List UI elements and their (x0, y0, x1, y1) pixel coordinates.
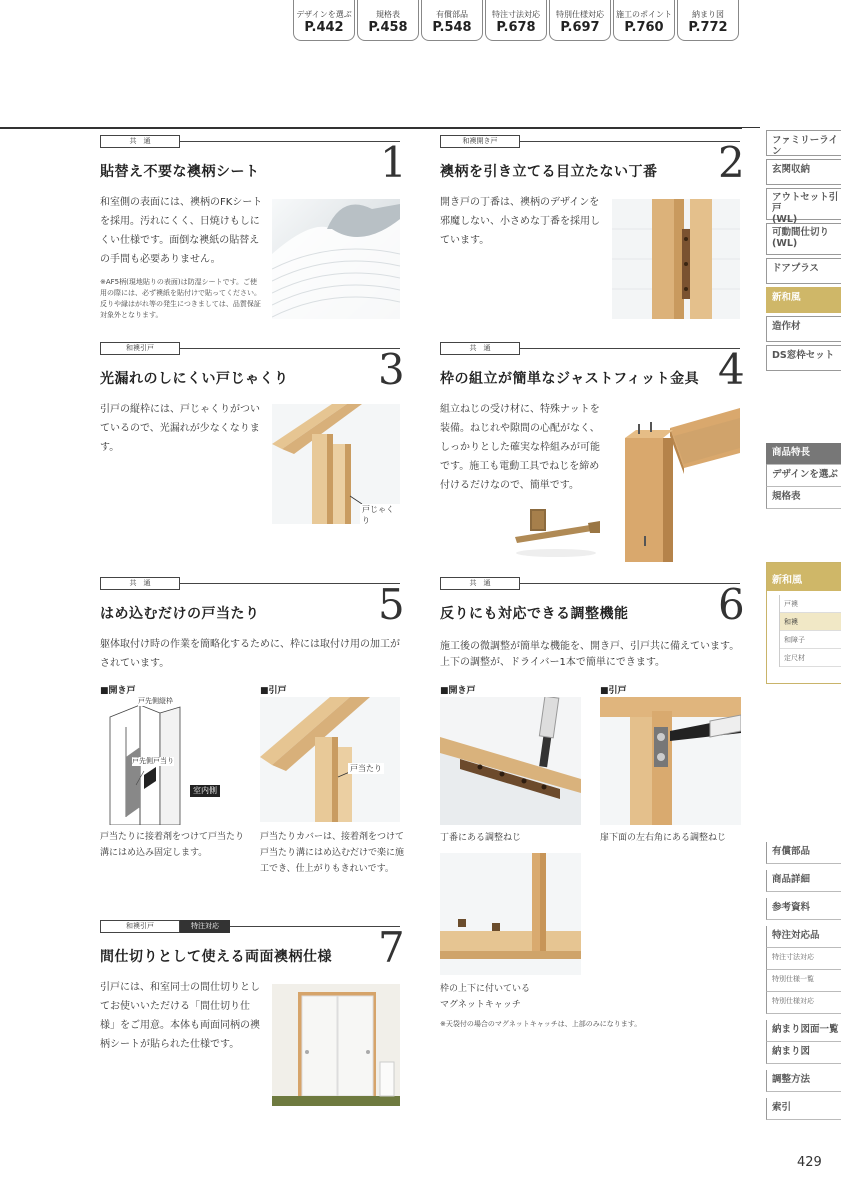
section-7 (100, 920, 405, 1110)
tojakuri-image (272, 404, 400, 524)
door-bottom-adjust-caption: 扉下面の左右角にある調整ねじ (600, 833, 727, 843)
side-nav-mid (766, 443, 841, 509)
frame-assembly-image (622, 408, 740, 562)
side-item-entrance-storage[interactable]: 玄関収納 (766, 159, 841, 185)
section-6 (440, 577, 745, 1037)
side-item-drawing-list[interactable]: 納まり図面一覧 (766, 1020, 841, 1042)
side-item-zousakuzai[interactable]: 造作材 (766, 316, 841, 342)
top-tab-drawings[interactable] (677, 0, 739, 41)
side-item-choose-design[interactable]: デザインを選ぶ (766, 465, 841, 487)
side-item-paid-parts[interactable]: 有償部品 (766, 842, 841, 864)
section-tag: 和襖引戸 (100, 920, 180, 933)
section-number: 2 (718, 138, 745, 187)
top-tab-design[interactable] (293, 0, 355, 41)
callout-stop: 戸先側戸当り (132, 757, 174, 765)
tab-page: P.697 (560, 20, 600, 35)
magnet-catch-image (440, 853, 581, 975)
side-item-ds-window[interactable]: DS窓枠セット (766, 345, 841, 371)
side-item-special-spec[interactable]: 特別仕様対応 (766, 992, 841, 1014)
opening-door-label: ■開き戸 (100, 686, 136, 696)
tab-page: P.442 (304, 20, 344, 35)
side-item-drawings[interactable]: 納まり図 (766, 1042, 841, 1064)
section-tag: 和襖開き戸 (440, 135, 520, 148)
section-tag: 和襖引戸 (100, 342, 180, 355)
sliding-door-caption: 戸当たりカバーは、接着剤をつけて戸当たり溝にはめ込むだけで楽に施工でき、仕上がりもきれいです。 (260, 832, 405, 874)
sub-item-washouji[interactable]: 和障子 (780, 631, 841, 649)
section-title: 襖柄を引き立てる目立たない丁番 (440, 164, 658, 180)
door-stop-diagram (100, 697, 240, 825)
section-body: 引戸には、和室同士の間仕切りとしてお使いいただける「間仕切り仕様」をご用意。本体も両面同柄の襖柄シートが貼られた仕様です。 (100, 982, 260, 1050)
top-tab-special[interactable] (549, 0, 611, 41)
side-item-family-line[interactable]: ファミリーライン (766, 130, 841, 156)
partition-room-image (272, 984, 400, 1106)
side-item-door-plus[interactable]: ドアプラス (766, 258, 841, 284)
hinge-adjust-image (440, 697, 581, 825)
section-body: 和室側の表面には、襖柄のFKシートを採用。汚れにくく、日焼けもしにくい仕様です。面倒な襖紙の貼替えの手間も必要ありません。 (100, 197, 263, 265)
page-number: 429 (797, 1155, 822, 1170)
section-tag-custom: 特注対応 (180, 920, 230, 933)
tab-page: P.772 (688, 20, 728, 35)
section-3 (100, 342, 405, 532)
section-title: 間仕切りとして使える両面襖柄仕様 (100, 949, 332, 965)
callout-stop-cover: 戸当たり (350, 764, 382, 773)
main-divider (0, 127, 742, 129)
side-item-special-list[interactable]: 特別仕様一覧 (766, 970, 841, 992)
sub-item-tofusuma[interactable]: 戸襖 (780, 595, 841, 613)
side-item-movable-partition[interactable]: 可動間仕切り (WL) (766, 223, 841, 255)
section-1 (100, 135, 407, 325)
door-bottom-adjust-image (600, 697, 741, 825)
section-tag: 共 通 (440, 342, 520, 355)
section-note: ※AF5柄(現地貼りの表面)は防湿シートです。ご使用の際には、必ず襖紙を貼付けで貼ってください。反りや縁はがれ等の発生につきましては、品質保証対象外となります。 (100, 278, 261, 319)
opening-door-label: ■開き戸 (440, 686, 476, 696)
callout-frame: 戸先側縦枠 (138, 697, 173, 705)
sub-item-teishakuzai[interactable]: 定尺材 (780, 649, 841, 667)
section-tag: 共 通 (100, 135, 180, 148)
sub-menu-list (779, 595, 841, 667)
top-tab-parts[interactable] (421, 0, 483, 41)
section-body: 開き戸の丁番は、襖柄のデザインを邪魔しない、小さめな丁番を採用しています。 (440, 197, 600, 246)
section-number: 6 (718, 580, 745, 629)
tab-label: 有償部品 (436, 10, 468, 19)
tab-label: 特注寸法対応 (492, 10, 540, 19)
side-item-reference[interactable]: 参考資料 (766, 898, 841, 920)
sliding-door-label: ■引戸 (260, 686, 287, 696)
top-tab-custom-size[interactable] (485, 0, 547, 41)
section-2 (440, 135, 745, 325)
opening-door-caption: 戸当たりに接着剤をつけて戸当たり溝にはめ込み固定します。 (100, 832, 245, 858)
side-nav-top (766, 130, 841, 374)
section-title: 反りにも対応できる調整機能 (440, 606, 629, 622)
main-divider-right (742, 127, 760, 128)
section-number: 4 (718, 345, 745, 394)
just-fit-hardware-image (510, 497, 602, 561)
sliding-door-label: ■引戸 (600, 686, 627, 696)
side-item-custom-size[interactable]: 特注寸法対応 (766, 948, 841, 970)
magnet-catch-caption: 枠の上下に付いている マグネットキャッチ (440, 984, 531, 1010)
section-4 (440, 342, 745, 562)
side-sub-menu (766, 562, 841, 684)
side-item-outset[interactable]: アウトセット引戸 (WL) (766, 188, 841, 220)
tab-page: P.678 (496, 20, 536, 35)
callout-indoor: 室内側 (190, 785, 220, 797)
tab-label: デザインを選ぶ (296, 10, 352, 19)
hinge-adjust-caption: 丁番にある調整ねじ (440, 833, 522, 843)
tab-label: 施工のポイント (616, 10, 672, 19)
section-body: 引戸の縦枠には、戸じゃくりがついているので、光漏れが少なくなります。 (100, 404, 260, 453)
top-index-tabs (293, 0, 739, 41)
tojakuri-label: 戸じゃくり (360, 504, 400, 524)
section-title: 枠の組立が簡単なジャストフィット金具 (440, 371, 700, 387)
tab-page: P.548 (432, 20, 472, 35)
section-number: 3 (378, 345, 405, 394)
tab-label: 規格表 (376, 10, 400, 19)
section-body: 施工後の微調整が簡単な機能を、開き戸、引戸共に備えています。上下の調整が、ドライバー1本で簡単にできます。 (440, 641, 740, 668)
section-number: 1 (380, 138, 407, 187)
section-title: 貼替え不要な襖柄シート (100, 164, 260, 180)
side-nav-bottom (766, 842, 841, 1120)
magnet-catch-note: ※天袋付の場合のマグネットキャッチは、上部のみになります。 (440, 1020, 642, 1028)
side-item-custom[interactable]: 特注対応品 (766, 926, 841, 948)
tab-label: 納まり図 (692, 10, 724, 19)
top-tab-construction[interactable] (613, 0, 675, 41)
fusuma-sheet-image (272, 199, 400, 319)
section-body: 組立ねじの受け材に、特殊ナットを装備。ねじれや隙間の心配がなく、しっかりとした確実な枠組みが可能です。施工も電動工具でねじを締め付けるだけなので、簡単です。 (440, 404, 600, 491)
tab-page: P.760 (624, 20, 664, 35)
side-item-spec[interactable]: 規格表 (766, 487, 841, 509)
sub-item-wafusuma[interactable]: 和襖 (780, 613, 841, 631)
section-body: 躯体取付け時の作業を簡略化するために、枠には取付け用の加工がされています。 (100, 639, 400, 669)
top-tab-spec[interactable] (357, 0, 419, 41)
sliding-stop-image (260, 697, 400, 822)
section-number: 7 (378, 923, 405, 972)
section-tag: 共 通 (100, 577, 180, 590)
side-item-details[interactable]: 商品詳細 (766, 870, 841, 892)
hinge-image (612, 199, 740, 319)
side-item-shinwafu[interactable]: 新和風 (766, 287, 841, 313)
tab-page: P.458 (368, 20, 408, 35)
section-5 (100, 577, 405, 897)
section-title: 光漏れのしにくい戸じゃくり (100, 371, 289, 387)
side-item-features[interactable]: 商品特長 (766, 443, 841, 465)
tab-label: 特別仕様対応 (556, 10, 604, 19)
side-item-index[interactable]: 索引 (766, 1098, 841, 1120)
section-tag: 共 通 (440, 577, 520, 590)
section-title: はめ込むだけの戸当たり (100, 606, 260, 622)
side-item-adjustment[interactable]: 調整方法 (766, 1070, 841, 1092)
section-number: 5 (378, 580, 405, 629)
sub-menu-head: 新和風 (767, 563, 841, 591)
